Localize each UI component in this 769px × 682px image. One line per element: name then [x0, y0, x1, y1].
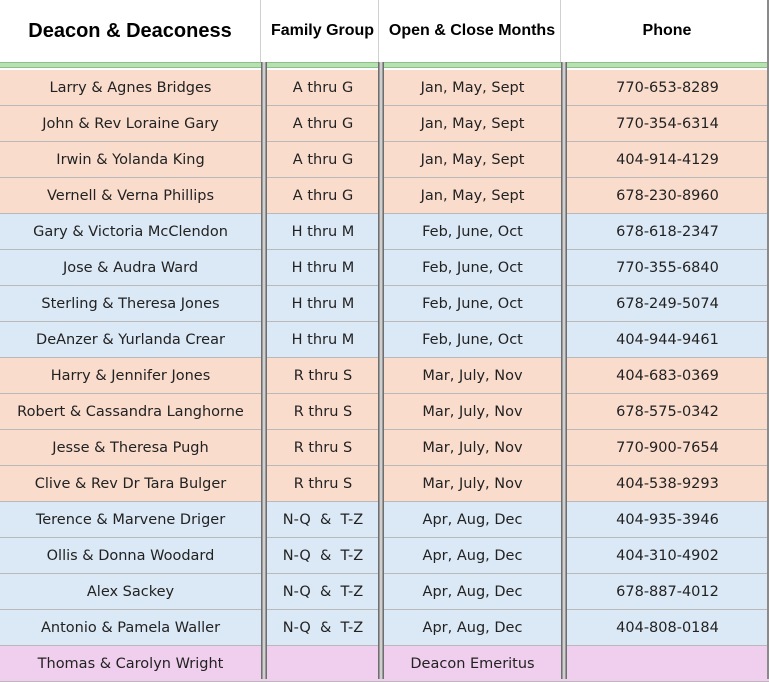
cell-name[interactable]: Ollis & Donna Woodard — [46, 547, 215, 564]
cell-phone[interactable]: 404-944-9461 — [616, 331, 719, 348]
cell-name[interactable]: Clive & Rev Dr Tara Bulger — [34, 475, 227, 492]
table-row — [0, 358, 769, 394]
cell-phone[interactable]: 678-575-0342 — [616, 403, 719, 420]
cell-name[interactable]: Gary & Victoria McClendon — [33, 223, 228, 240]
cell-group[interactable]: A thru G — [292, 79, 354, 96]
cell-group[interactable]: A thru G — [292, 187, 354, 204]
cell-phone[interactable]: 404-683-0369 — [616, 367, 719, 384]
cell-group[interactable]: R thru S — [293, 439, 353, 456]
cell-phone[interactable]: 678-618-2347 — [616, 223, 719, 240]
cell-group[interactable]: N-Q & T-Z — [282, 511, 364, 528]
cell-group[interactable]: H thru M — [291, 259, 355, 276]
table-row — [0, 70, 769, 106]
cell-months[interactable]: Apr, Aug, Dec — [422, 619, 523, 636]
cell-phone[interactable]: 404-808-0184 — [616, 619, 719, 636]
table-header — [0, 0, 769, 62]
table-row — [0, 538, 769, 574]
table-row — [0, 106, 769, 142]
cell-months[interactable]: Feb, June, Oct — [422, 295, 523, 312]
cell-months[interactable]: Apr, Aug, Dec — [422, 511, 523, 528]
cell-name[interactable]: Robert & Cassandra Langhorne — [17, 403, 244, 420]
table-row — [0, 430, 769, 466]
table-row — [0, 610, 769, 646]
cell-group[interactable]: R thru S — [293, 367, 353, 384]
cell-group[interactable]: A thru G — [292, 115, 354, 132]
header-phone[interactable]: Phone — [567, 0, 768, 62]
table-body — [0, 70, 769, 682]
cell-phone[interactable]: 770-355-6840 — [616, 259, 719, 276]
cell-name[interactable]: Jesse & Theresa Pugh — [52, 439, 209, 456]
cell-name[interactable]: Alex Sackey — [86, 583, 175, 600]
cell-name[interactable]: DeAnzer & Yurlanda Crear — [36, 331, 225, 348]
cell-name[interactable]: Thomas & Carolyn Wright — [37, 655, 224, 672]
cell-months[interactable]: Apr, Aug, Dec — [422, 583, 523, 600]
table-row — [0, 178, 769, 214]
header-open-close-months[interactable]: Open & Close Months — [384, 0, 561, 62]
cell-phone[interactable]: 404-538-9293 — [616, 475, 719, 492]
table-row — [0, 646, 769, 682]
cell-months[interactable]: Mar, July, Nov — [422, 475, 523, 492]
table-row — [0, 142, 769, 178]
cell-phone[interactable]: 404-310-4902 — [616, 547, 719, 564]
cell-group[interactable]: H thru M — [291, 223, 355, 240]
cell-group[interactable] — [267, 646, 379, 681]
cell-months[interactable]: Mar, July, Nov — [422, 403, 523, 420]
header-rule — [0, 62, 769, 68]
column-divider[interactable] — [378, 62, 384, 679]
cell-months[interactable]: Jan, May, Sept — [420, 151, 525, 168]
cell-months[interactable]: Mar, July, Nov — [422, 367, 523, 384]
cell-group[interactable]: N-Q & T-Z — [282, 547, 364, 564]
header-family-group[interactable]: Family Group — [267, 0, 379, 62]
cell-months[interactable]: Jan, May, Sept — [420, 79, 525, 96]
table-row — [0, 502, 769, 538]
cell-group[interactable]: R thru S — [293, 403, 353, 420]
cell-phone[interactable]: 404-935-3946 — [616, 511, 719, 528]
cell-months[interactable]: Feb, June, Oct — [422, 223, 523, 240]
cell-group[interactable]: H thru M — [291, 295, 355, 312]
cell-group[interactable]: N-Q & T-Z — [282, 583, 364, 600]
cell-group[interactable]: R thru S — [293, 475, 353, 492]
cell-phone[interactable]: 770-900-7654 — [616, 439, 719, 456]
cell-phone[interactable]: 404-914-4129 — [616, 151, 719, 168]
cell-phone[interactable]: 678-249-5074 — [616, 295, 719, 312]
cell-name[interactable]: John & Rev Loraine Gary — [42, 115, 219, 132]
cell-name[interactable]: Larry & Agnes Bridges — [49, 79, 212, 96]
cell-name[interactable]: Irwin & Yolanda King — [56, 151, 205, 168]
table-row — [0, 466, 769, 502]
cell-name[interactable]: Jose & Audra Ward — [62, 259, 199, 276]
cell-phone[interactable]: 770-354-6314 — [616, 115, 719, 132]
table-row — [0, 322, 769, 358]
cell-name[interactable]: Antonio & Pamela Waller — [40, 619, 221, 636]
cell-months[interactable]: Feb, June, Oct — [422, 331, 523, 348]
table-row — [0, 574, 769, 610]
column-divider[interactable] — [561, 62, 567, 679]
cell-group[interactable]: N-Q & T-Z — [282, 619, 364, 636]
cell-phone[interactable]: 770-653-8289 — [616, 79, 719, 96]
cell-months[interactable]: Deacon Emeritus — [410, 655, 535, 672]
cell-months[interactable]: Jan, May, Sept — [420, 115, 525, 132]
header-deacon-deaconess[interactable]: Deacon & Deaconess — [0, 0, 261, 62]
cell-phone[interactable] — [567, 646, 768, 681]
column-divider[interactable] — [261, 62, 267, 679]
table-row — [0, 214, 769, 250]
cell-phone[interactable]: 678-230-8960 — [616, 187, 719, 204]
cell-months[interactable]: Feb, June, Oct — [422, 259, 523, 276]
cell-phone[interactable]: 678-887-4012 — [616, 583, 719, 600]
cell-months[interactable]: Jan, May, Sept — [420, 187, 525, 204]
cell-group[interactable]: A thru G — [292, 151, 354, 168]
cell-group[interactable]: H thru M — [291, 331, 355, 348]
cell-name[interactable]: Terence & Marvene Driger — [35, 511, 226, 528]
table-row — [0, 286, 769, 322]
cell-months[interactable]: Mar, July, Nov — [422, 439, 523, 456]
cell-name[interactable]: Harry & Jennifer Jones — [50, 367, 211, 384]
cell-name[interactable]: Vernell & Verna Phillips — [46, 187, 215, 204]
table-row — [0, 250, 769, 286]
cell-months[interactable]: Apr, Aug, Dec — [422, 547, 523, 564]
cell-name[interactable]: Sterling & Theresa Jones — [41, 295, 220, 312]
table-row — [0, 394, 769, 430]
